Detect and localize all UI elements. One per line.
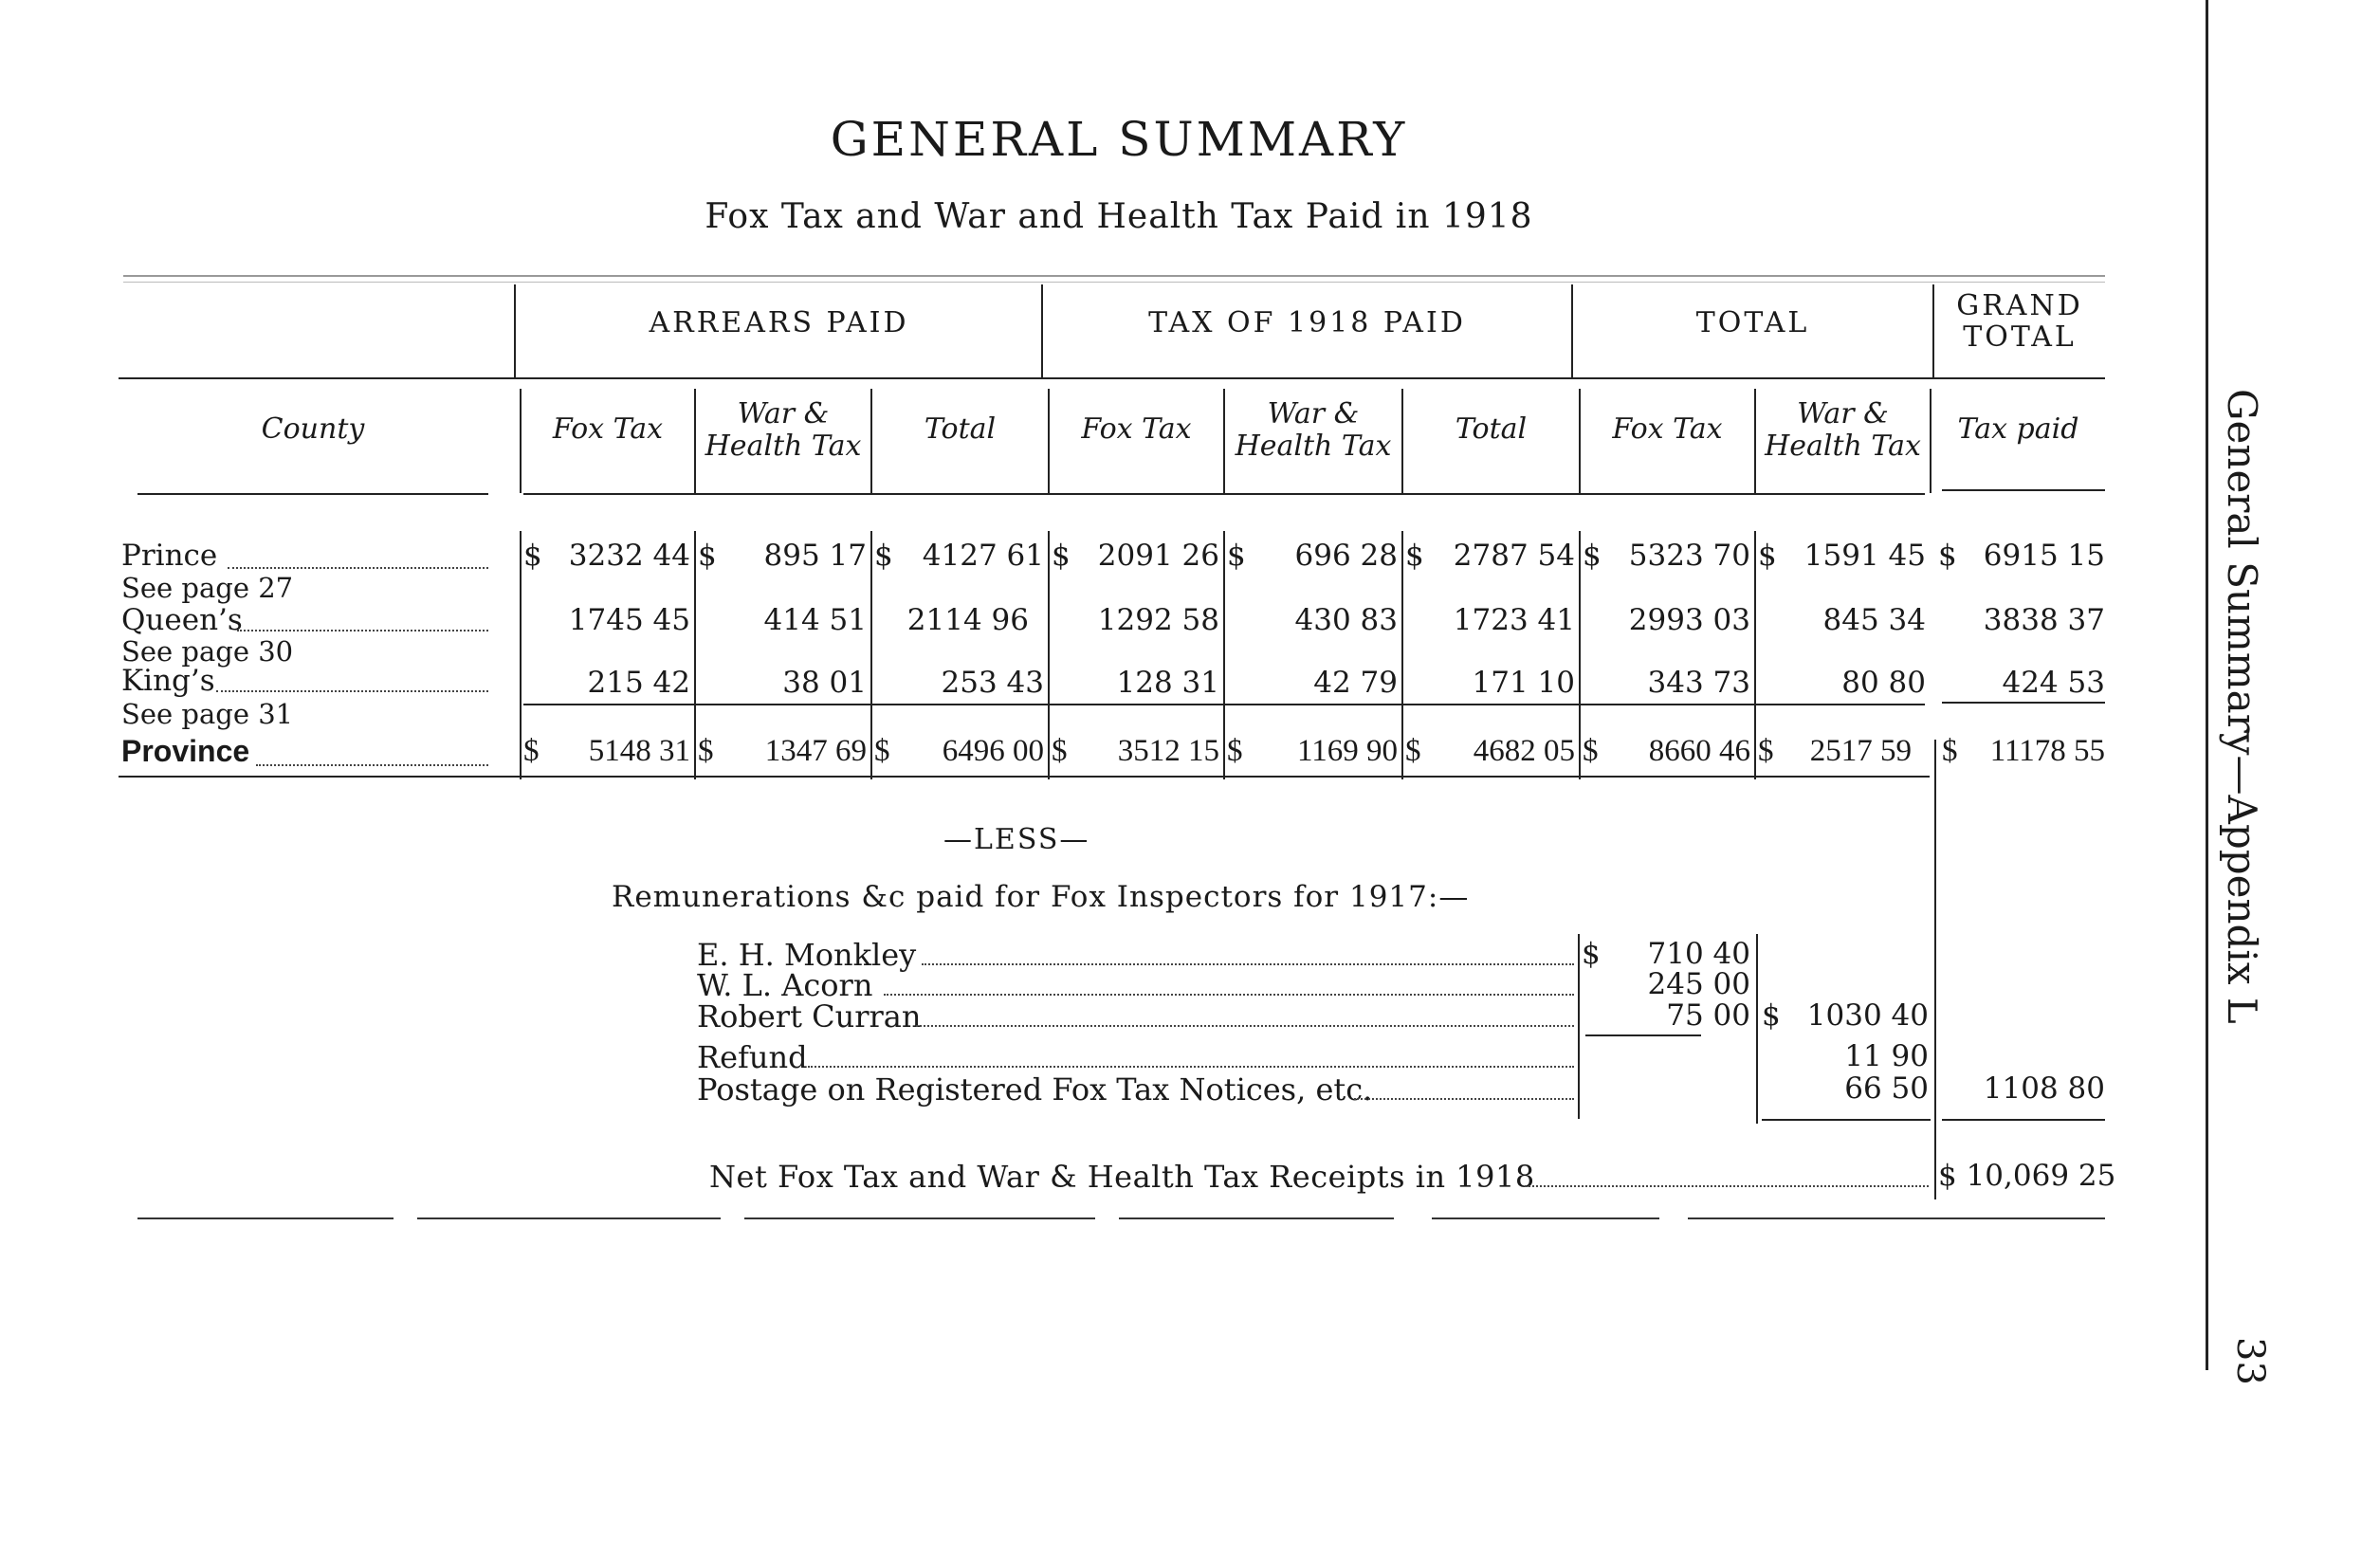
currency-sign: $ (1758, 734, 1774, 768)
county-label: Prince (121, 539, 218, 573)
margin-rule (2206, 0, 2208, 1370)
leader-dots (228, 567, 488, 569)
value-cell: 343 73 (1647, 666, 1750, 700)
see-page: See page 30 (121, 635, 294, 668)
value-cell: 1169 90 (1296, 734, 1398, 768)
currency-sign: $ (1052, 539, 1071, 573)
bottom-rule (137, 1217, 394, 1219)
subhead-county: County (261, 412, 365, 446)
province-label: Province (121, 734, 250, 768)
page-subtitle: Fox Tax and War and Health Tax Paid in 1918 (705, 197, 1533, 236)
currency-sign: $ (874, 539, 893, 573)
value-cell: 4682 05 (1473, 734, 1575, 768)
inspector-name: Robert Curran (697, 998, 922, 1034)
currency-sign: $ (1405, 539, 1424, 573)
col-divider (1754, 531, 1756, 779)
subhead-war-health (1225, 398, 1401, 463)
currency-sign: $ (1582, 937, 1601, 971)
currency-sign: $ (1758, 539, 1777, 573)
bottom-rule (1688, 1217, 2105, 1219)
leader-dots (216, 690, 488, 692)
subtotal-rule (1585, 1034, 1701, 1036)
bottom-rule (1119, 1217, 1394, 1219)
value-cell: 3838 37 (1983, 603, 2105, 637)
subhead-tax-paid: Tax paid (1957, 412, 2079, 446)
less-total: 1108 80 (1983, 1071, 2105, 1106)
value-cell: 1745 45 (568, 603, 690, 637)
value-cell: 1591 45 (1803, 539, 1926, 573)
bottom-rule (1432, 1217, 1659, 1219)
group-grand-total-2: TOTAL (1963, 320, 2077, 354)
value-cell: 696 28 (1294, 539, 1398, 573)
amount-cell: 245 00 (1647, 967, 1750, 1001)
col-divider (1048, 531, 1050, 779)
leader-dots (916, 1025, 1574, 1027)
currency-sign: $ (1942, 734, 1958, 768)
value-cell: 8660 46 (1648, 734, 1750, 768)
subhead-total: Total (1455, 412, 1528, 446)
value-cell: 845 34 (1822, 603, 1926, 637)
col-divider (520, 531, 522, 779)
currency-sign: $ (1227, 539, 1246, 573)
subhead-war-line1: War & (1267, 397, 1360, 430)
col-divider (1223, 531, 1225, 779)
value-cell: 1723 41 (1453, 603, 1575, 637)
net-receipts-amount: $ 10,069 25 (1938, 1159, 2116, 1193)
currency-sign: $ (1762, 998, 1781, 1033)
less-total-rule (1942, 1119, 2105, 1121)
leader-dots (237, 630, 488, 632)
value-cell: 5323 70 (1628, 539, 1750, 573)
currency-sign: $ (698, 539, 717, 573)
value-cell: 253 43 (941, 666, 1044, 700)
currency-sign: $ (1227, 734, 1243, 768)
amount-cell: 75 00 (1666, 998, 1750, 1033)
value-cell: 3232 44 (568, 539, 690, 573)
county-label: Queen’s (121, 603, 243, 637)
value-cell: 1292 58 (1097, 603, 1219, 637)
value-cell: 6496 00 (942, 734, 1044, 768)
page-title: GENERAL SUMMARY (830, 112, 1408, 167)
subhead-war-line1: War & (737, 397, 830, 430)
remuneration-heading: Remunerations &c paid for Fox Inspectors for 1917:— (612, 880, 1470, 914)
see-page: See page 27 (121, 572, 294, 604)
subtotal-cell: 1030 40 (1806, 998, 1929, 1033)
value-cell: 5148 31 (588, 734, 690, 768)
col-divider (694, 531, 696, 779)
postage-amount: 66 50 (1844, 1071, 1929, 1106)
value-cell: 171 10 (1472, 666, 1575, 700)
currency-sign: $ (1052, 734, 1068, 768)
value-cell: 430 83 (1294, 603, 1398, 637)
subhead-war-line2: Health Tax (1765, 430, 1921, 463)
subhead-fox-tax: Fox Tax (552, 412, 664, 446)
subhead-fox-tax: Fox Tax (1081, 412, 1192, 446)
bottom-rule (417, 1217, 721, 1219)
value-cell: 895 17 (763, 539, 867, 573)
subhead-underline (137, 493, 488, 495)
currency-sign: $ (1583, 734, 1599, 768)
table-top-rule-2 (123, 282, 2105, 283)
value-cell: 215 42 (587, 666, 690, 700)
group-arrears-paid: ARREARS PAID (649, 306, 909, 339)
col-divider (1401, 531, 1403, 779)
currency-sign: $ (874, 734, 890, 768)
refund-label: Refund (697, 1039, 808, 1075)
sum-rule (1942, 702, 2105, 704)
grand-total-divider (1934, 740, 1936, 1199)
inspector-name: W. L. Acorn (697, 967, 873, 1003)
see-page: See page 31 (121, 698, 294, 730)
value-cell: 2114 96 (906, 603, 1029, 637)
currency-sign: $ (1583, 539, 1602, 573)
currency-sign: $ (523, 539, 542, 573)
value-cell: 2787 54 (1453, 539, 1575, 573)
sum-rule (523, 704, 1925, 705)
value-cell: 128 31 (1116, 666, 1219, 700)
leader-dots (1354, 1098, 1574, 1100)
subhead-war-line1: War & (1797, 397, 1889, 430)
postage-label: Postage on Registered Fox Tax Notices, etc. (697, 1071, 1373, 1108)
currency-sign: $ (1405, 734, 1421, 768)
subhead-underline (523, 493, 1925, 495)
inspector-name: E. H. Monkley (697, 937, 917, 973)
less-divider (1578, 934, 1580, 1119)
group-grand-total-1: GRAND (1956, 289, 2083, 322)
currency-sign: $ (523, 734, 540, 768)
table-top-rule (123, 275, 2105, 277)
less-total-rule (1762, 1119, 1931, 1121)
value-cell: 42 79 (1313, 666, 1398, 700)
col-divider (870, 531, 872, 779)
value-cell: 2517 59 (1809, 734, 1912, 768)
value-cell: 3512 15 (1117, 734, 1219, 768)
leader-dots (808, 1066, 1574, 1068)
value-cell: 414 51 (763, 603, 867, 637)
subhead-total: Total (924, 412, 997, 446)
leader-dots (256, 764, 488, 766)
group-header-rule (119, 377, 2105, 379)
province-underline (119, 776, 1930, 778)
group-divider (514, 284, 516, 377)
value-cell: 38 01 (782, 666, 867, 700)
leader-dots (922, 963, 1574, 965)
amount-cell: 710 40 (1647, 937, 1750, 971)
less-heading: —LESS— (943, 823, 1090, 856)
subhead-underline (1942, 489, 2105, 491)
value-cell: 11178 55 (1989, 734, 2105, 768)
group-total: TOTAL (1695, 306, 1810, 339)
value-cell: 6915 15 (1983, 539, 2105, 573)
leader-dots (1525, 1185, 1929, 1187)
refund-amount: 11 90 (1844, 1039, 1929, 1073)
net-receipts-label: Net Fox Tax and War & Health Tax Receipts in 1918 (709, 1159, 1535, 1195)
page-number: 33 (2228, 1337, 2272, 1385)
subhead-war-health (1756, 398, 1930, 463)
value-cell: 80 80 (1841, 666, 1926, 700)
group-tax-1918-paid: TAX OF 1918 PAID (1148, 306, 1466, 339)
subhead-war-line2: Health Tax (705, 430, 862, 463)
bottom-rule (744, 1217, 1095, 1219)
subhead-war-line2: Health Tax (1235, 430, 1392, 463)
currency-sign: $ (1938, 539, 1957, 573)
subhead-war-health (696, 398, 870, 463)
leader-dots (884, 994, 1574, 996)
value-cell: 2993 03 (1628, 603, 1750, 637)
county-label: King’s (121, 664, 215, 698)
value-cell: 2091 26 (1097, 539, 1219, 573)
value-cell: 1347 69 (764, 734, 867, 768)
value-cell: 4127 61 (922, 539, 1044, 573)
running-head: General Summary—Appendix L (2219, 389, 2265, 1024)
col-divider (1579, 531, 1581, 779)
less-divider (1756, 934, 1758, 1124)
subhead-fox-tax: Fox Tax (1612, 412, 1723, 446)
value-cell: 424 53 (2002, 666, 2105, 700)
currency-sign: $ (698, 734, 714, 768)
